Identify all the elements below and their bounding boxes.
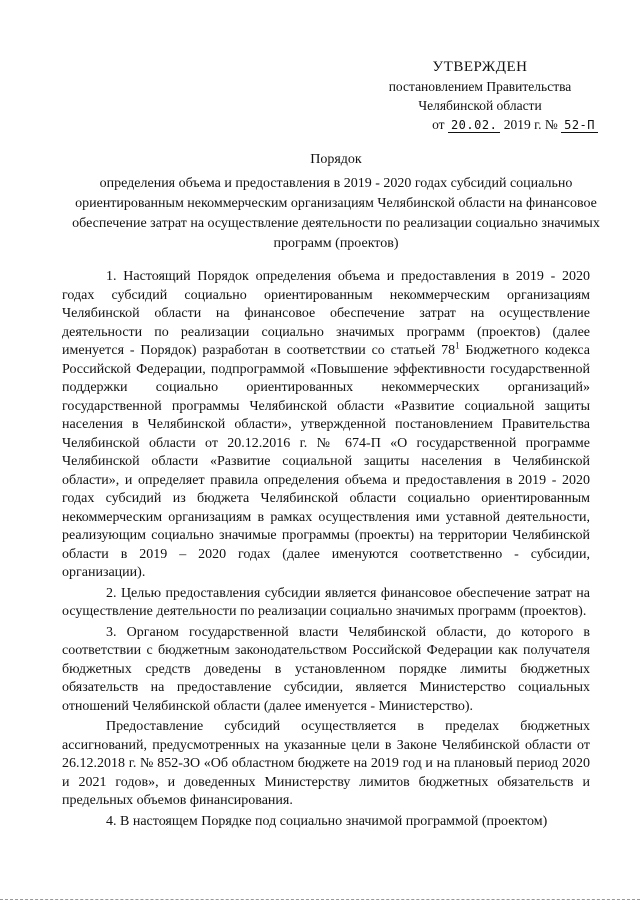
date-prefix: от — [432, 117, 445, 132]
date-year: 2019 г. № — [503, 117, 558, 132]
paragraph-5: 4. В настоящем Порядке под социально значимой программой (проектом) — [106, 813, 548, 829]
approval-line-1: постановлением Правительства — [388, 79, 572, 94]
approval-heading: УТВЕРЖДЕН — [432, 59, 528, 75]
paragraph-1-part-b: Бюджетного кодекса Российской Федерации, подпрограммой «Повышение эффективности государственной поддержки социально ориентированных некоммерческих организаций» государственной программы Челябинской области «Развитие социальной защиты населения в Челябинской области», утвержденной постановлением Правительства Челябинской области от 20.12.2016 г. № 674-П «О государственной программе Челябинской области «Развитие социальной защиты населения в Челябинской области», и определяет правила определения объема и предоставления в 2019 - 2020 годах субсидий из бюджета Челябинской области социально ориентированным некоммерческим организациям в рамках осуществления ими уставной деятельности, реализующим социально значимые программы (проекты) на территории Челябинской области в 2019 – 2020 годах (далее именуются соответственно - субсидии, организации). — [62, 343, 590, 580]
paragraph-4: Предоставление субсидий осуществляется в пределах бюджетных ассигнований, предусмотренных на указанные цели в Законе Челябинской области от 26.12.2018 г. № 852-ЗО «Об областном бюджете на 2019 год и на плановый период 2020 и 2021 годов», и доведенных Министерству лимитов бюджетных обязательств и предельных объемов финансирования. — [62, 719, 590, 808]
paragraph-1-part-a: 1. Настоящий Порядок определения объема и предоставления в 2019 - 2020 годах субсидий социально ориентированным некоммерческим организациям Челябинской области на финансовое обеспечение затрат на осуществление деятельности по реализации социально значимых программ (проектов) (далее именуется - Порядок) разработан в соответствии со статьей 78 — [62, 269, 590, 358]
paragraph-1 — [62, 268, 590, 583]
approval-line-2: Челябинской области — [418, 98, 542, 113]
approval-stamp — [360, 58, 600, 135]
paragraph-1-superscript: 1 — [455, 340, 460, 351]
document-number: 52-П — [561, 118, 598, 133]
document-body — [62, 268, 590, 833]
paragraph-3: 3. Органом государственной власти Челябинской области, до которого в соответствии с бюджетным законодательством Российской Федерации как получателя бюджетных средств доведены в установленном порядке лимиты бюджетных обязательств на предоставление субсидии, является Министерство социальных отношений Челябинской области (далее именуется - Министерство). — [62, 624, 590, 714]
date-value: 20.02. — [448, 118, 500, 133]
paragraph-2: 2. Целью предоставления субсидии является финансовое обеспечение затрат на осуществление деятельности по реализации социально значимых программ (проектов). — [62, 585, 590, 619]
page-bottom-edge — [0, 899, 640, 900]
title-text: определения объема и предоставления в 2019 - 2020 годах субсидий социально ориентированным некоммерческим организациям Челябинской области на финансовое обеспечение затрат на осуществление деятельности по реализации социально значимых программ (проектов) — [72, 176, 600, 251]
document-title — [60, 150, 612, 254]
title-word: Порядок — [310, 152, 362, 167]
approval-date-line — [360, 115, 600, 135]
